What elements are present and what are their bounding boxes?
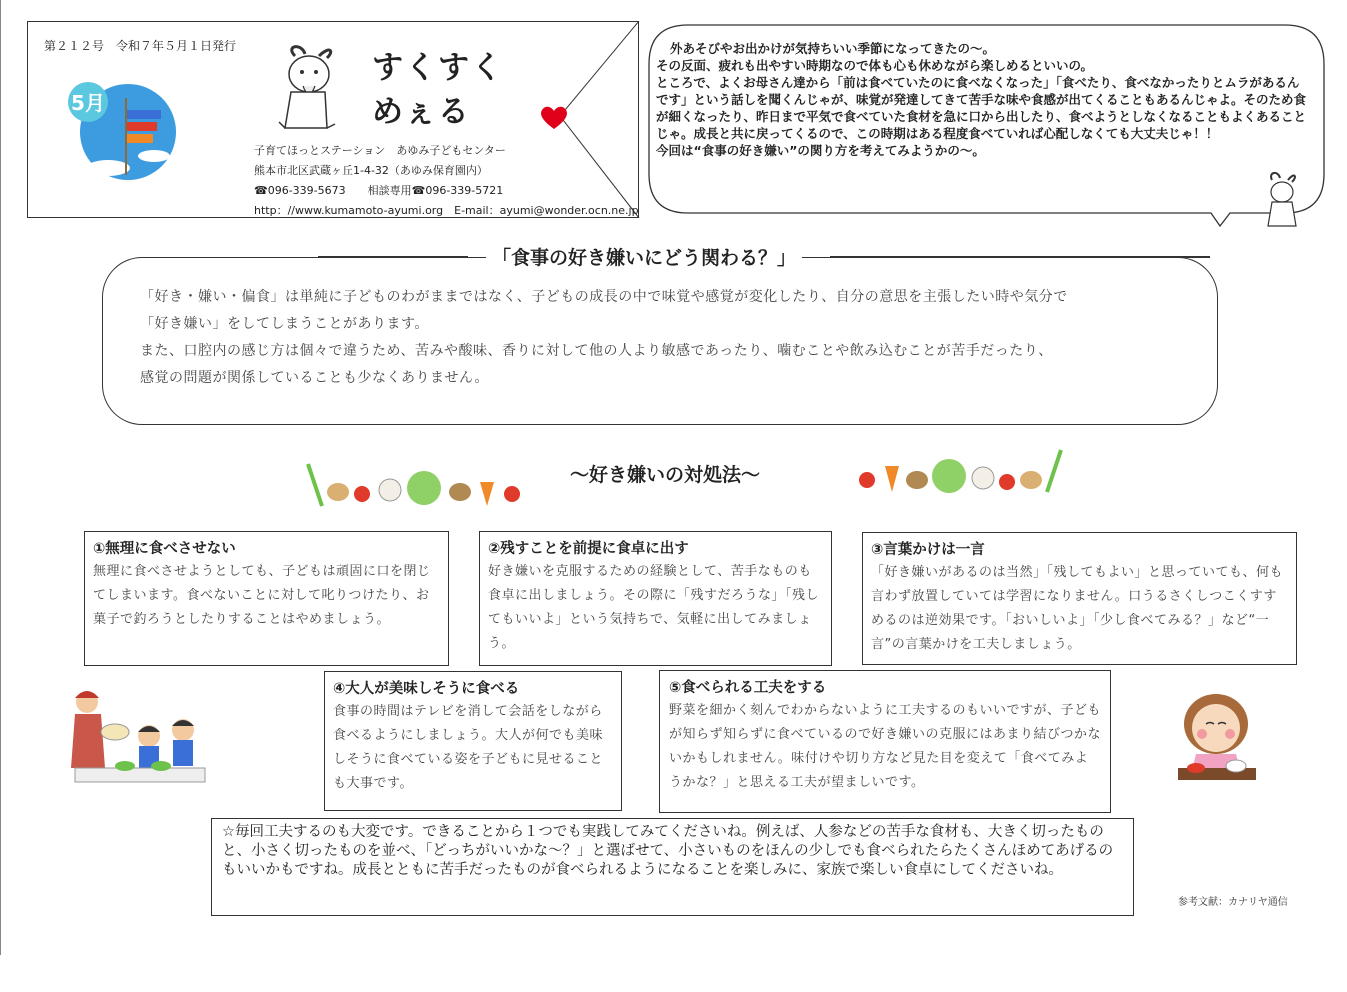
vegetables-left-icon [300,460,525,510]
goat-small-icon [1258,170,1306,228]
org-phone: ☎096-339-5673 相談専用☎096-339-5721 [254,184,504,197]
newsletter-title-line2: めぇる [372,94,471,130]
intro-line-3: また、口腔内の感じ方は個々で違うため、苦みや酸味、香りに対して他の人より敏感であったり、噛むことや飲み込むことが苦手だったり、 [140,343,1053,359]
org-name: 子育てほっとステーション あゆみ子どもセンター [254,144,506,157]
intro-line-4: 感覚の問題が関係していることも少なくありません。 [140,370,489,386]
tip-card-3 [862,532,1297,665]
vegetables-right-icon [855,448,1065,498]
reference-note: 参考文献：カナリヤ通信 [1178,897,1288,908]
tip-card-4 [324,671,622,811]
tip-4-title: ④大人が美味しそうに食べる [333,681,520,697]
koinobori-calendar-icon [68,80,180,182]
bubble-message [656,40,1308,159]
coping-subtitle: ～好き嫌いの対処法～ [570,464,761,486]
bubble-line-4: 今回は“食事の好き嫌い”の関り方を考えてみようかの～。 [656,143,985,158]
tip-2-body: 好き嫌いを克服するための経験として、苦手なものも食卓に出しましょう。その際に「残すだろうな」「残してもいいよ」という気持ちで、気軽に出してみましょう。 [488,564,820,651]
bottom-note-text: ☆毎回工夫するのも大変です。できることから１つでも実践してみてくださいね。例えば、人参などの苦手な食材も、大きく切ったものと、小さく切ったものを並べ、「どっちがいいかな～？」と選ばせて、小さいものをほんの少しでも食べられたらたくさんほめてあげるのもいいかもですね。成長とともに苦手だったものが食べられるようになることを楽しみに、家族で楽しい食卓にしてくださいね。 [222,824,1114,878]
family-cooking-icon [65,688,220,786]
organization-info [254,141,639,221]
tip-2-title: ②残すことを前提に食卓に出す [488,541,689,557]
bubble-line-1: 外あそびやお出かけが気持ちいい季節になってきたの～。 [670,41,996,56]
intro-line-2: 「好き嫌い」をしてしまうことがあります。 [140,316,429,332]
bubble-line-3: ところで、よくお母さん達から「前は食べていたのに食べなくなった」「食べたり、食べなかったりとムラがあるんです」という話しを聞くんじゃが、味覚が発達してきて苦手な味や食感が出てくることもあるんじゃよ。そのため食が細くなったり、昨日まで平気で食べていた食材を急に口から出したり、食べようとしなくなることもよくあることじゃ。成長と共に戻ってくるので、この時期はある程度食べていれば心配しなくても大丈夫じゃ！！ [656,75,1307,141]
org-address: 熊本市北区武蔵ヶ丘1-4-32（あゆみ保育園内） [254,164,488,177]
section-title: 「食事の好き嫌いにどう関わる？」 [486,243,802,270]
tip-5-body: 野菜を細かく刻んでわからないように工夫するのもいいですが、子どもが知らず知らずに食べているので好き嫌いの克服にはあまり結びつかないかもしれません。味付けや切り方など見た目を変えて「食べてみようかな？」と思える工夫が望ましいです。 [669,703,1102,790]
heart-icon [539,103,569,131]
tip-card-5 [659,670,1111,813]
tip-1-body: 無理に食べさせようとしても、子どもは頑固に口を閉じてしまいます。食べないことに対して叱りつけたり、お菓子で釣ろうとしたりすることはやめましょう。 [93,564,431,627]
bubble-line-2: その反面、疲れも出やすい時期なので体も心も休めながら楽しめるといいの。 [656,58,1094,73]
page-left-rule [0,0,1,955]
goat-mascot-icon [265,42,353,132]
issue-number: 第２１２号 令和７年５月１日発行 [44,39,237,53]
tip-4-body: 食事の時間はテレビを消して会話をしながら食べるようにしましょう。大人が何でも美味しそうに食べている姿を子どもに見せることも大事です。 [333,704,604,791]
tip-3-body: 「好き嫌いがあるのは当然」「残してもよい」と思っていても、何も言わず放置していては学習になりません。口うるさくしつこくすすめるのは逆効果です。「おいしいよ」「少し食べてみる？」など“一言”の言葉かけを工夫しましょう。 [871,565,1284,652]
tip-card-2 [479,531,832,666]
org-web-email[interactable]: http：//www.kumamoto-ayumi.org E-mail：ayumi@wonder.ocn.ne.jp [254,204,639,217]
girl-eating-icon [1170,684,1265,784]
calendar-month: 5月 [71,91,105,115]
newsletter-title-line1: すくすく [372,50,504,86]
tip-1-title: ①無理に食べさせない [93,541,236,557]
tip-3-title: ③言葉かけは一言 [871,542,985,558]
tip-card-1 [84,531,449,666]
intro-line-1: 「好き・嫌い・偏食」は単純に子どものわがままではなく、子どもの成長の中で味覚や感覚が変化したり、自分の意思を主張したい時や気分で [140,289,1068,305]
bottom-note-box [211,818,1134,916]
intro-text [140,284,1190,392]
tip-5-title: ⑤食べられる工夫をする [669,680,827,696]
